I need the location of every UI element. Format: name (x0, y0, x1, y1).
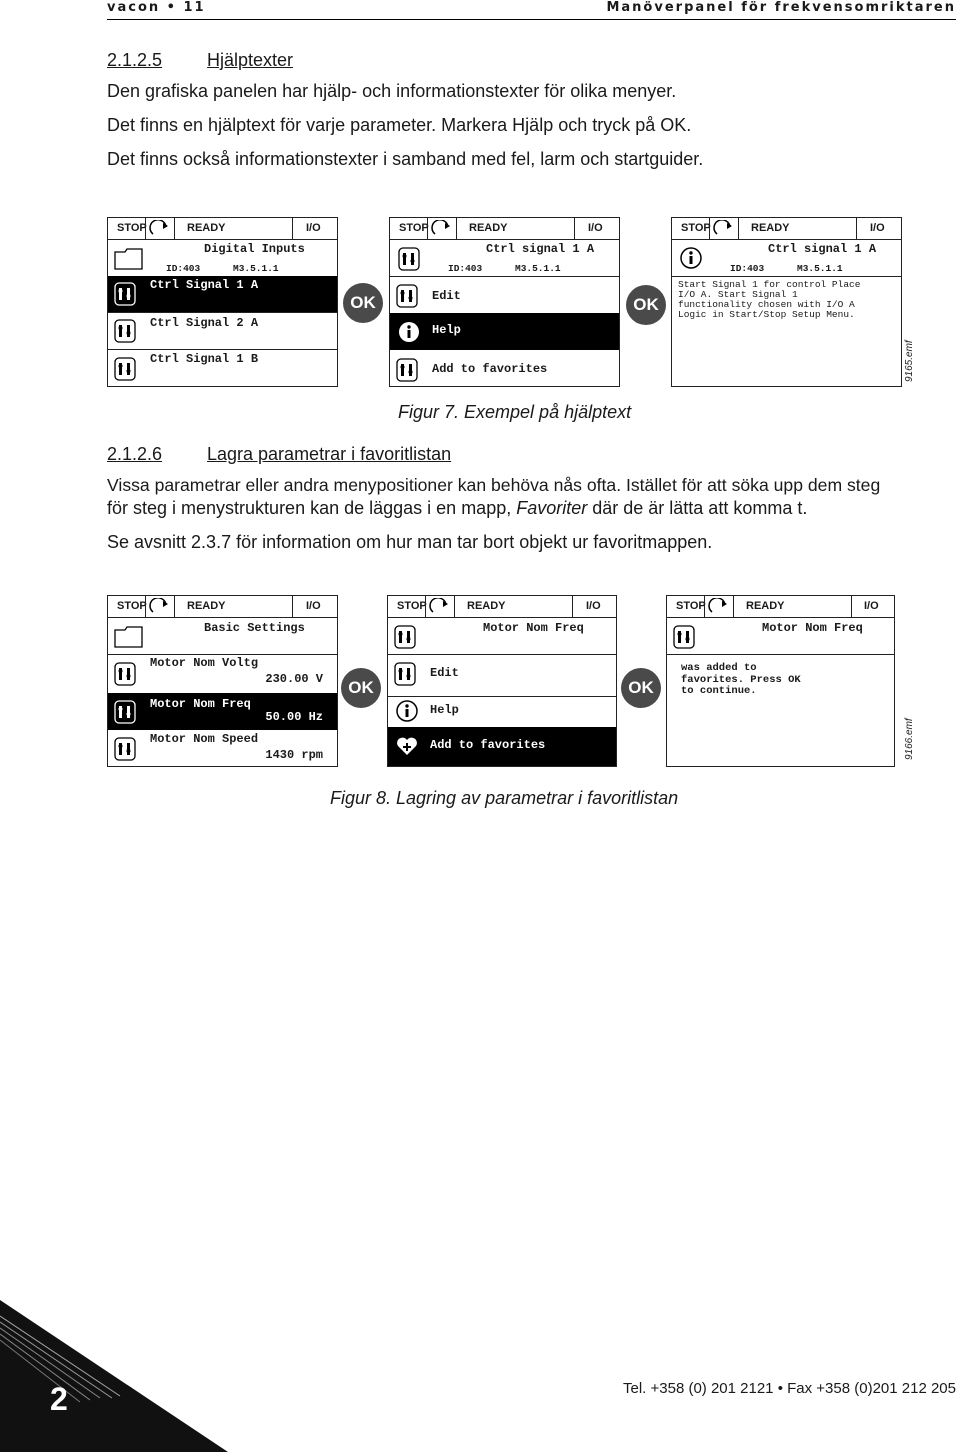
status-stop: STOP (117, 222, 147, 234)
ok-button[interactable]: OK (341, 668, 381, 708)
info-icon (396, 700, 418, 722)
list-item-label[interactable]: Ctrl Signal 2 A (150, 316, 259, 330)
status-ready: READY (187, 222, 226, 234)
status-ready: READY (751, 222, 790, 234)
menu-location: M3.5.1.1 (233, 263, 279, 274)
folder-icon (114, 626, 144, 648)
status-io: I/O (864, 600, 879, 612)
figure-caption: Figur 7. Exempel på hjälptext (398, 402, 632, 422)
rotation-icon (429, 598, 451, 615)
list-row-selected[interactable] (390, 313, 619, 350)
parameter-icon (114, 319, 136, 343)
figure-file-label: 9165.emf (904, 340, 915, 382)
rotation-icon (431, 220, 453, 237)
menu-item-edit[interactable]: Edit (432, 289, 461, 303)
parameter-icon (673, 625, 695, 649)
folder-icon (114, 248, 144, 270)
favorite-heart-icon (396, 736, 418, 756)
panel-title: Basic Settings (204, 621, 305, 635)
parameter-icon (114, 737, 136, 761)
parameter-id: ID:403 (448, 263, 483, 274)
status-ready: READY (187, 600, 226, 612)
keypad-panel-basic-settings (107, 595, 338, 767)
figure-caption: Figur 8. Lagring av parametrar i favoritlistan (330, 788, 679, 808)
menu-item-edit[interactable]: Edit (430, 666, 459, 680)
list-item-label[interactable]: Ctrl Signal 1 B (150, 352, 259, 366)
status-ready: READY (469, 222, 508, 234)
figure-file-label: 9166.emf (904, 718, 915, 760)
paragraph-line: Vissa parametrar eller andra menypositioner kan behöva nås ofta. Istället för att söka upp dem steg (107, 475, 881, 495)
paragraph-line (107, 498, 807, 519)
page-number: 2 (50, 1381, 68, 1417)
rotation-icon (708, 598, 730, 615)
parameter-icon (396, 358, 418, 382)
parameter-value: 230.00 V (265, 672, 323, 686)
status-stop: STOP (117, 600, 147, 612)
menu-item-add-favorites[interactable]: Add to favorites (432, 362, 548, 376)
ok-button[interactable]: OK (621, 668, 661, 708)
paragraph-line: Den grafiska panelen har hjälp- och informationstexter för olika menyer. (107, 81, 677, 101)
panel-title: Ctrl signal 1 A (768, 242, 877, 256)
page-corner-graphic (0, 1300, 240, 1452)
paragraph-text: för steg i menystrukturen kan de läggas i en mapp, (107, 498, 517, 518)
keypad-panel-digital-inputs (107, 217, 338, 387)
parameter-icon (114, 700, 136, 724)
info-icon (680, 247, 702, 269)
status-io: I/O (870, 222, 885, 234)
status-bar (667, 596, 894, 618)
status-ready: READY (746, 600, 785, 612)
confirmation-text: was added to favorites. Press OK to continue. (681, 662, 801, 697)
parameter-value: 50.00 Hz (265, 710, 323, 724)
keypad-panel-help-text (671, 217, 902, 387)
menu-location: M3.5.1.1 (797, 263, 843, 274)
header-rule (107, 19, 956, 20)
status-bar (108, 218, 337, 240)
status-io: I/O (588, 222, 603, 234)
paragraph-line: Det finns en hjälptext för varje parameter. Markera Hjälp och tryck på OK. (107, 115, 692, 135)
parameter-label[interactable]: Motor Nom Speed (150, 732, 259, 746)
parameter-icon (114, 282, 136, 306)
header-left: vacon • 11 (107, 0, 206, 15)
status-ready: READY (467, 600, 506, 612)
panel-title: Motor Nom Freq (483, 621, 584, 635)
status-io: I/O (586, 600, 601, 612)
parameter-value: 1430 rpm (265, 748, 323, 762)
parameter-icon (394, 625, 416, 649)
section-title: Lagra parametrar i favoritlistan (207, 444, 452, 464)
status-stop: STOP (399, 222, 429, 234)
rotation-icon (149, 598, 171, 615)
paragraph-line: Se avsnitt 2.3.7 för information om hur man tar bort objekt ur favoritmappen. (107, 532, 713, 552)
ok-button[interactable]: OK (343, 283, 383, 323)
parameter-label[interactable]: Motor Nom Voltg (150, 656, 259, 670)
panel-title: Ctrl signal 1 A (486, 242, 595, 256)
parameter-label: Motor Nom Freq (150, 697, 251, 711)
menu-item-add-favorites: Add to favorites (430, 738, 546, 752)
rotation-icon (149, 220, 171, 237)
keypad-panel-motor-freq-menu (387, 595, 617, 767)
section-title: Hjälptexter (207, 50, 294, 70)
list-row-selected[interactable] (108, 693, 337, 730)
list-row-selected[interactable] (108, 276, 337, 312)
parameter-id: ID:403 (730, 263, 765, 274)
panel-title: Digital Inputs (204, 242, 305, 256)
ok-button[interactable]: OK (626, 285, 666, 325)
status-stop: STOP (397, 600, 427, 612)
status-io: I/O (306, 600, 321, 612)
parameter-icon (114, 662, 136, 686)
keypad-panel-favorite-added (666, 595, 895, 767)
parameter-icon (398, 247, 420, 271)
paragraph-line: Det finns också informationstexter i samband med fel, larm och startguider. (107, 149, 704, 169)
edit-icon (394, 662, 416, 686)
favorites-term: Favoriter (516, 498, 588, 518)
status-bar (108, 596, 337, 618)
list-row-selected[interactable] (388, 727, 616, 767)
panel-title: Motor Nom Freq (762, 621, 863, 635)
status-stop: STOP (676, 600, 706, 612)
help-text: Start Signal 1 for control Place I/O A. Start Signal 1 functionality chosen with I/O A Logic in Start/Stop Setup Menu. (678, 279, 861, 320)
status-stop: STOP (681, 222, 711, 234)
status-bar (390, 218, 619, 240)
menu-location: M3.5.1.1 (515, 263, 561, 274)
list-item-label: Ctrl Signal 1 A (150, 278, 259, 292)
parameter-id: ID:403 (166, 263, 201, 274)
keypad-panel-ctrl-signal-menu (389, 217, 620, 387)
info-icon (398, 321, 420, 343)
section-number: 2.1.2.5 (107, 50, 163, 70)
status-bar (672, 218, 901, 240)
header-right: Manöverpanel för frekvensomriktaren (606, 0, 956, 15)
status-io: I/O (306, 222, 321, 234)
edit-icon (396, 284, 418, 308)
parameter-icon (114, 357, 136, 381)
status-bar (388, 596, 616, 618)
menu-item-help[interactable]: Help (430, 703, 459, 717)
rotation-icon (713, 220, 735, 237)
section-number: 2.1.2.6 (107, 444, 163, 464)
paragraph-text: där de är lätta att komma t. (587, 498, 808, 518)
menu-item-help: Help (432, 323, 461, 337)
footer-contact: Tel. +358 (0) 201 2121 • Fax +358 (0)201 212 205 (623, 1380, 956, 1397)
